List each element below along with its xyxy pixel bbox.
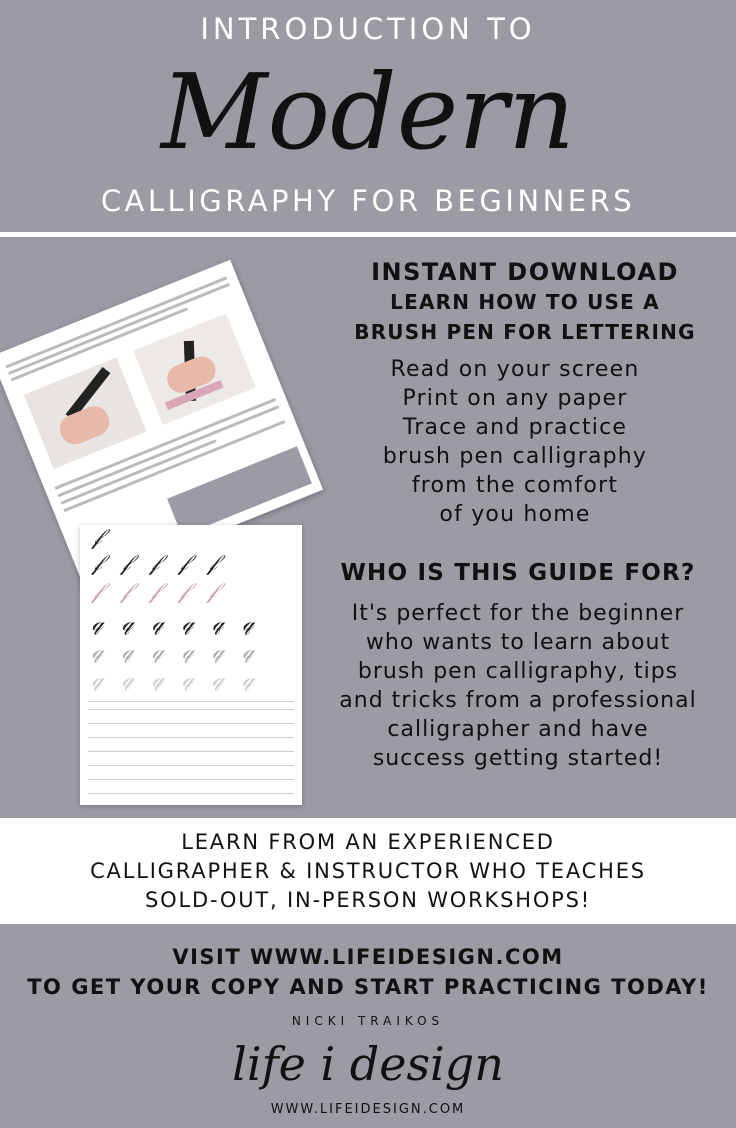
guide-line [88, 765, 294, 766]
who-line: success getting started! [372, 746, 664, 771]
header-intro: INTRODUCTION TO [200, 12, 536, 46]
band-line: LEARN FROM AN EXPERIENCED [181, 830, 555, 854]
visit-line-2: TO GET YOUR COPY AND START PRACTICING TODAY! [27, 975, 709, 999]
who-line: calligrapher and have [387, 717, 649, 742]
instant-download-line-2: BRUSH PEN FOR LETTERING [354, 320, 696, 344]
guide-preview-page-2 [80, 525, 302, 805]
feature-item: from the comfort [411, 473, 619, 498]
who-body [316, 599, 720, 773]
who-line: It's perfect for the beginner [351, 601, 685, 626]
who-line: who wants to learn about [365, 630, 671, 655]
guide-line [88, 793, 294, 794]
band-line: CALLIGRAPHER & INSTRUCTOR WHO TEACHES [90, 859, 646, 883]
header-subtitle: CALLIGRAPHY FOR BEGINNERS [100, 184, 636, 218]
instant-download-title: INSTANT DOWNLOAD [371, 258, 679, 286]
instant-download-line-1: LEARN HOW TO USE A [390, 290, 660, 314]
instructor-band [0, 818, 736, 924]
who-line: brush pen calligraphy, tips [357, 659, 679, 684]
guide-line [88, 723, 294, 724]
guide-line [88, 737, 294, 738]
feature-item: brush pen calligraphy [382, 444, 648, 469]
letter-q-row-3: 𝓆 𝓆 𝓆 𝓆 𝓆 𝓆 [92, 667, 260, 692]
hand-icon [56, 402, 114, 449]
instant-download-block [330, 257, 720, 347]
guide-line [88, 709, 294, 710]
letter-q-row-2: 𝓆 𝓆 𝓆 𝓆 𝓆 𝓆 [92, 639, 260, 664]
logo-text: life i design [232, 1037, 504, 1091]
website-link[interactable]: WWW.LIFEIDESIGN.COM [270, 1102, 466, 1117]
who-line: and tricks from a professional [339, 688, 697, 713]
feature-item: Trace and practice [402, 415, 628, 440]
features-list [350, 355, 680, 529]
middle-section [0, 237, 736, 817]
who-title: WHO IS THIS GUIDE FOR? [340, 560, 696, 586]
author-name: NICKI TRAIKOS [291, 1014, 445, 1028]
feature-item: Read on your screen [390, 357, 640, 382]
visit-line-1[interactable]: VISIT WWW.LIFEIDESIGN.COM [172, 945, 564, 969]
letter-f-row-2: 𝒻 𝒻 𝒻 𝒻 𝒻 [92, 579, 224, 604]
visit-call-to-action [0, 942, 736, 1002]
letter-q-row-1: 𝓆 𝓆 𝓆 𝓆 𝓆 𝓆 [92, 611, 260, 636]
guide-line [88, 701, 294, 702]
guide-line [88, 779, 294, 780]
modern-script-title [0, 40, 736, 190]
footer [0, 924, 736, 1128]
modern-script-text: Modern [161, 51, 575, 173]
life-i-design-logo [228, 1028, 508, 1098]
feature-item: Print on any paper [402, 386, 628, 411]
letter-f-header: 𝒻 [92, 525, 108, 550]
header [0, 0, 736, 232]
feature-item: of you home [439, 502, 591, 527]
letter-f-row-1: 𝒻 𝒻 𝒻 𝒻 𝒻 [92, 551, 224, 576]
guide-line [88, 751, 294, 752]
band-line: SOLD-OUT, IN-PERSON WORKSHOPS! [145, 888, 591, 912]
